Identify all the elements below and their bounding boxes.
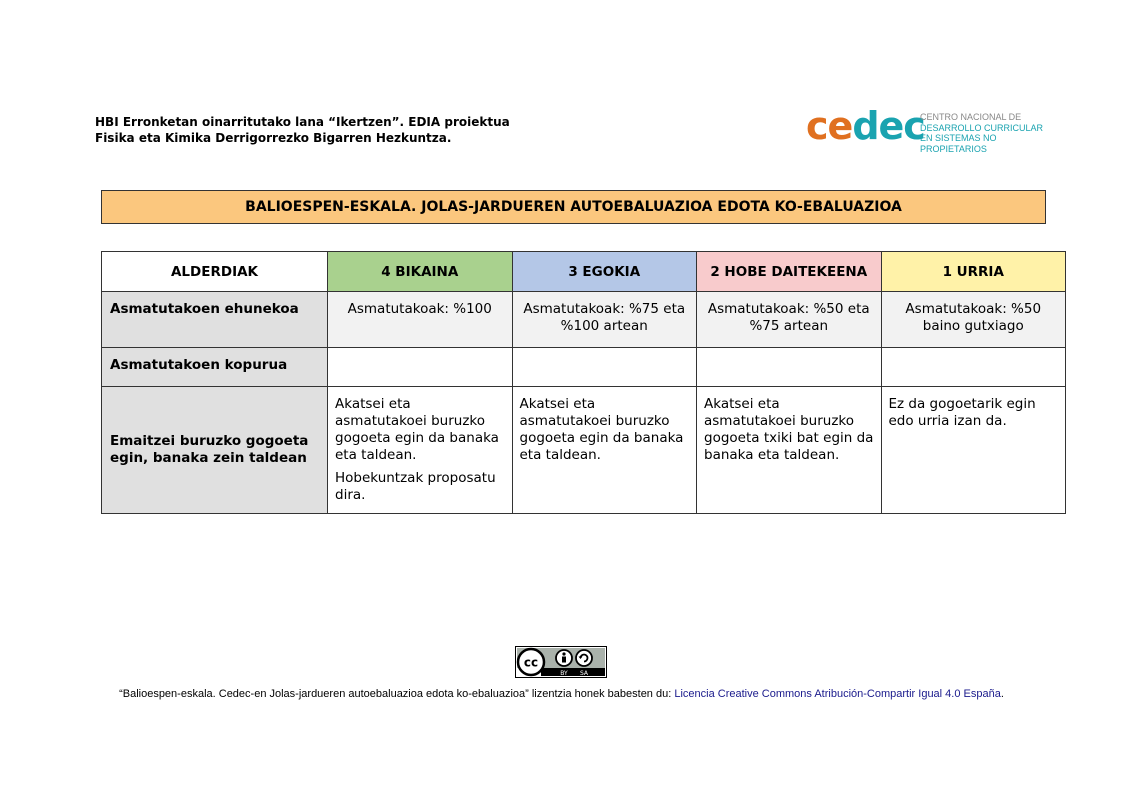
cc-by-sa-badge[interactable] xyxy=(515,646,607,678)
rubric-title: BALIOESPEN-ESKALA. JOLAS-JARDUEREN AUTOEBALUAZIOA EDOTA KO-EBALUAZIOA xyxy=(101,190,1046,224)
header-level-1: 1 URRIA xyxy=(881,252,1066,292)
header-level-3: 3 EGOKIA xyxy=(512,252,697,292)
table-cell: Ez da gogoetarik egin edo urria izan da. xyxy=(881,387,1066,514)
svg-text:cc: cc xyxy=(523,655,539,670)
table-cell-empty xyxy=(512,348,697,387)
table-row xyxy=(102,387,1066,514)
table-cell: Asmatutakoak: %50 eta %75 artean xyxy=(697,292,882,348)
aspect-label: Emaitzei buruzko gogoeta egin, banaka zein taldean xyxy=(102,387,328,514)
cedec-logo-subtitle: CENTRO NACIONAL DE DESARROLLO CURRICULAR EN SISTEMAS NO PROPIETARIOS xyxy=(920,112,1044,154)
table-cell: Akatsei eta asmatutakoei buruzko gogoeta egin da banaka eta taldean. xyxy=(512,387,697,514)
table-cell: Asmatutakoak: %75 eta %100 artean xyxy=(512,292,697,348)
cedec-logo xyxy=(806,104,1056,154)
table-cell-empty xyxy=(697,348,882,387)
table-cell-empty xyxy=(328,348,513,387)
aspect-label: Asmatutakoen kopurua xyxy=(102,348,328,387)
header-aspects: ALDERDIAK xyxy=(102,252,328,292)
by-label: BY xyxy=(560,670,568,677)
table-row xyxy=(102,292,1066,348)
cc-icon xyxy=(518,649,544,675)
header-level-2: 2 HOBE DAITEKEENA xyxy=(697,252,882,292)
aspect-label: Asmatutakoen ehunekoa xyxy=(102,292,328,348)
license-link[interactable]: Licencia Creative Commons Atribución-Compartir Igual 4.0 España xyxy=(674,688,1001,700)
table-cell: Asmatutakoak: %100 xyxy=(328,292,513,348)
rubric-table xyxy=(101,251,1066,514)
table-cell: Akatsei eta asmatutakoei buruzko gogoeta txiki bat egin da banaka eta taldean. xyxy=(697,387,882,514)
cedec-logo-word: cedec xyxy=(806,104,925,148)
table-cell: Akatsei eta asmatutakoei buruzko gogoeta egin da banaka eta taldean. Hobekuntzak proposatu dira. xyxy=(328,387,513,514)
table-row xyxy=(102,348,1066,387)
license-end: . xyxy=(1000,688,1004,700)
by-icon xyxy=(556,650,572,666)
header-line-1: HBI Erronketan oinarritutako lana “Ikertzen”. EDIA proiektua xyxy=(95,115,510,129)
sa-label: SA xyxy=(579,670,589,677)
table-cell: Asmatutakoak: %50 baino gutxiago xyxy=(881,292,1066,348)
table-header-row xyxy=(102,252,1066,292)
sa-icon xyxy=(576,650,592,666)
document-header xyxy=(95,114,510,146)
license-text: “Balioespen-eskala. Cedec-en Jolas-jardueren autoebaluazioa edota ko-ebaluazioa” lizentzia honek babesten du: xyxy=(119,688,675,700)
license-footer xyxy=(0,688,1123,700)
header-level-4: 4 BIKAINA xyxy=(328,252,513,292)
table-cell-empty xyxy=(881,348,1066,387)
header-line-2: Fisika eta Kimika Derrigorrezko Bigarren Hezkuntza. xyxy=(95,131,452,145)
